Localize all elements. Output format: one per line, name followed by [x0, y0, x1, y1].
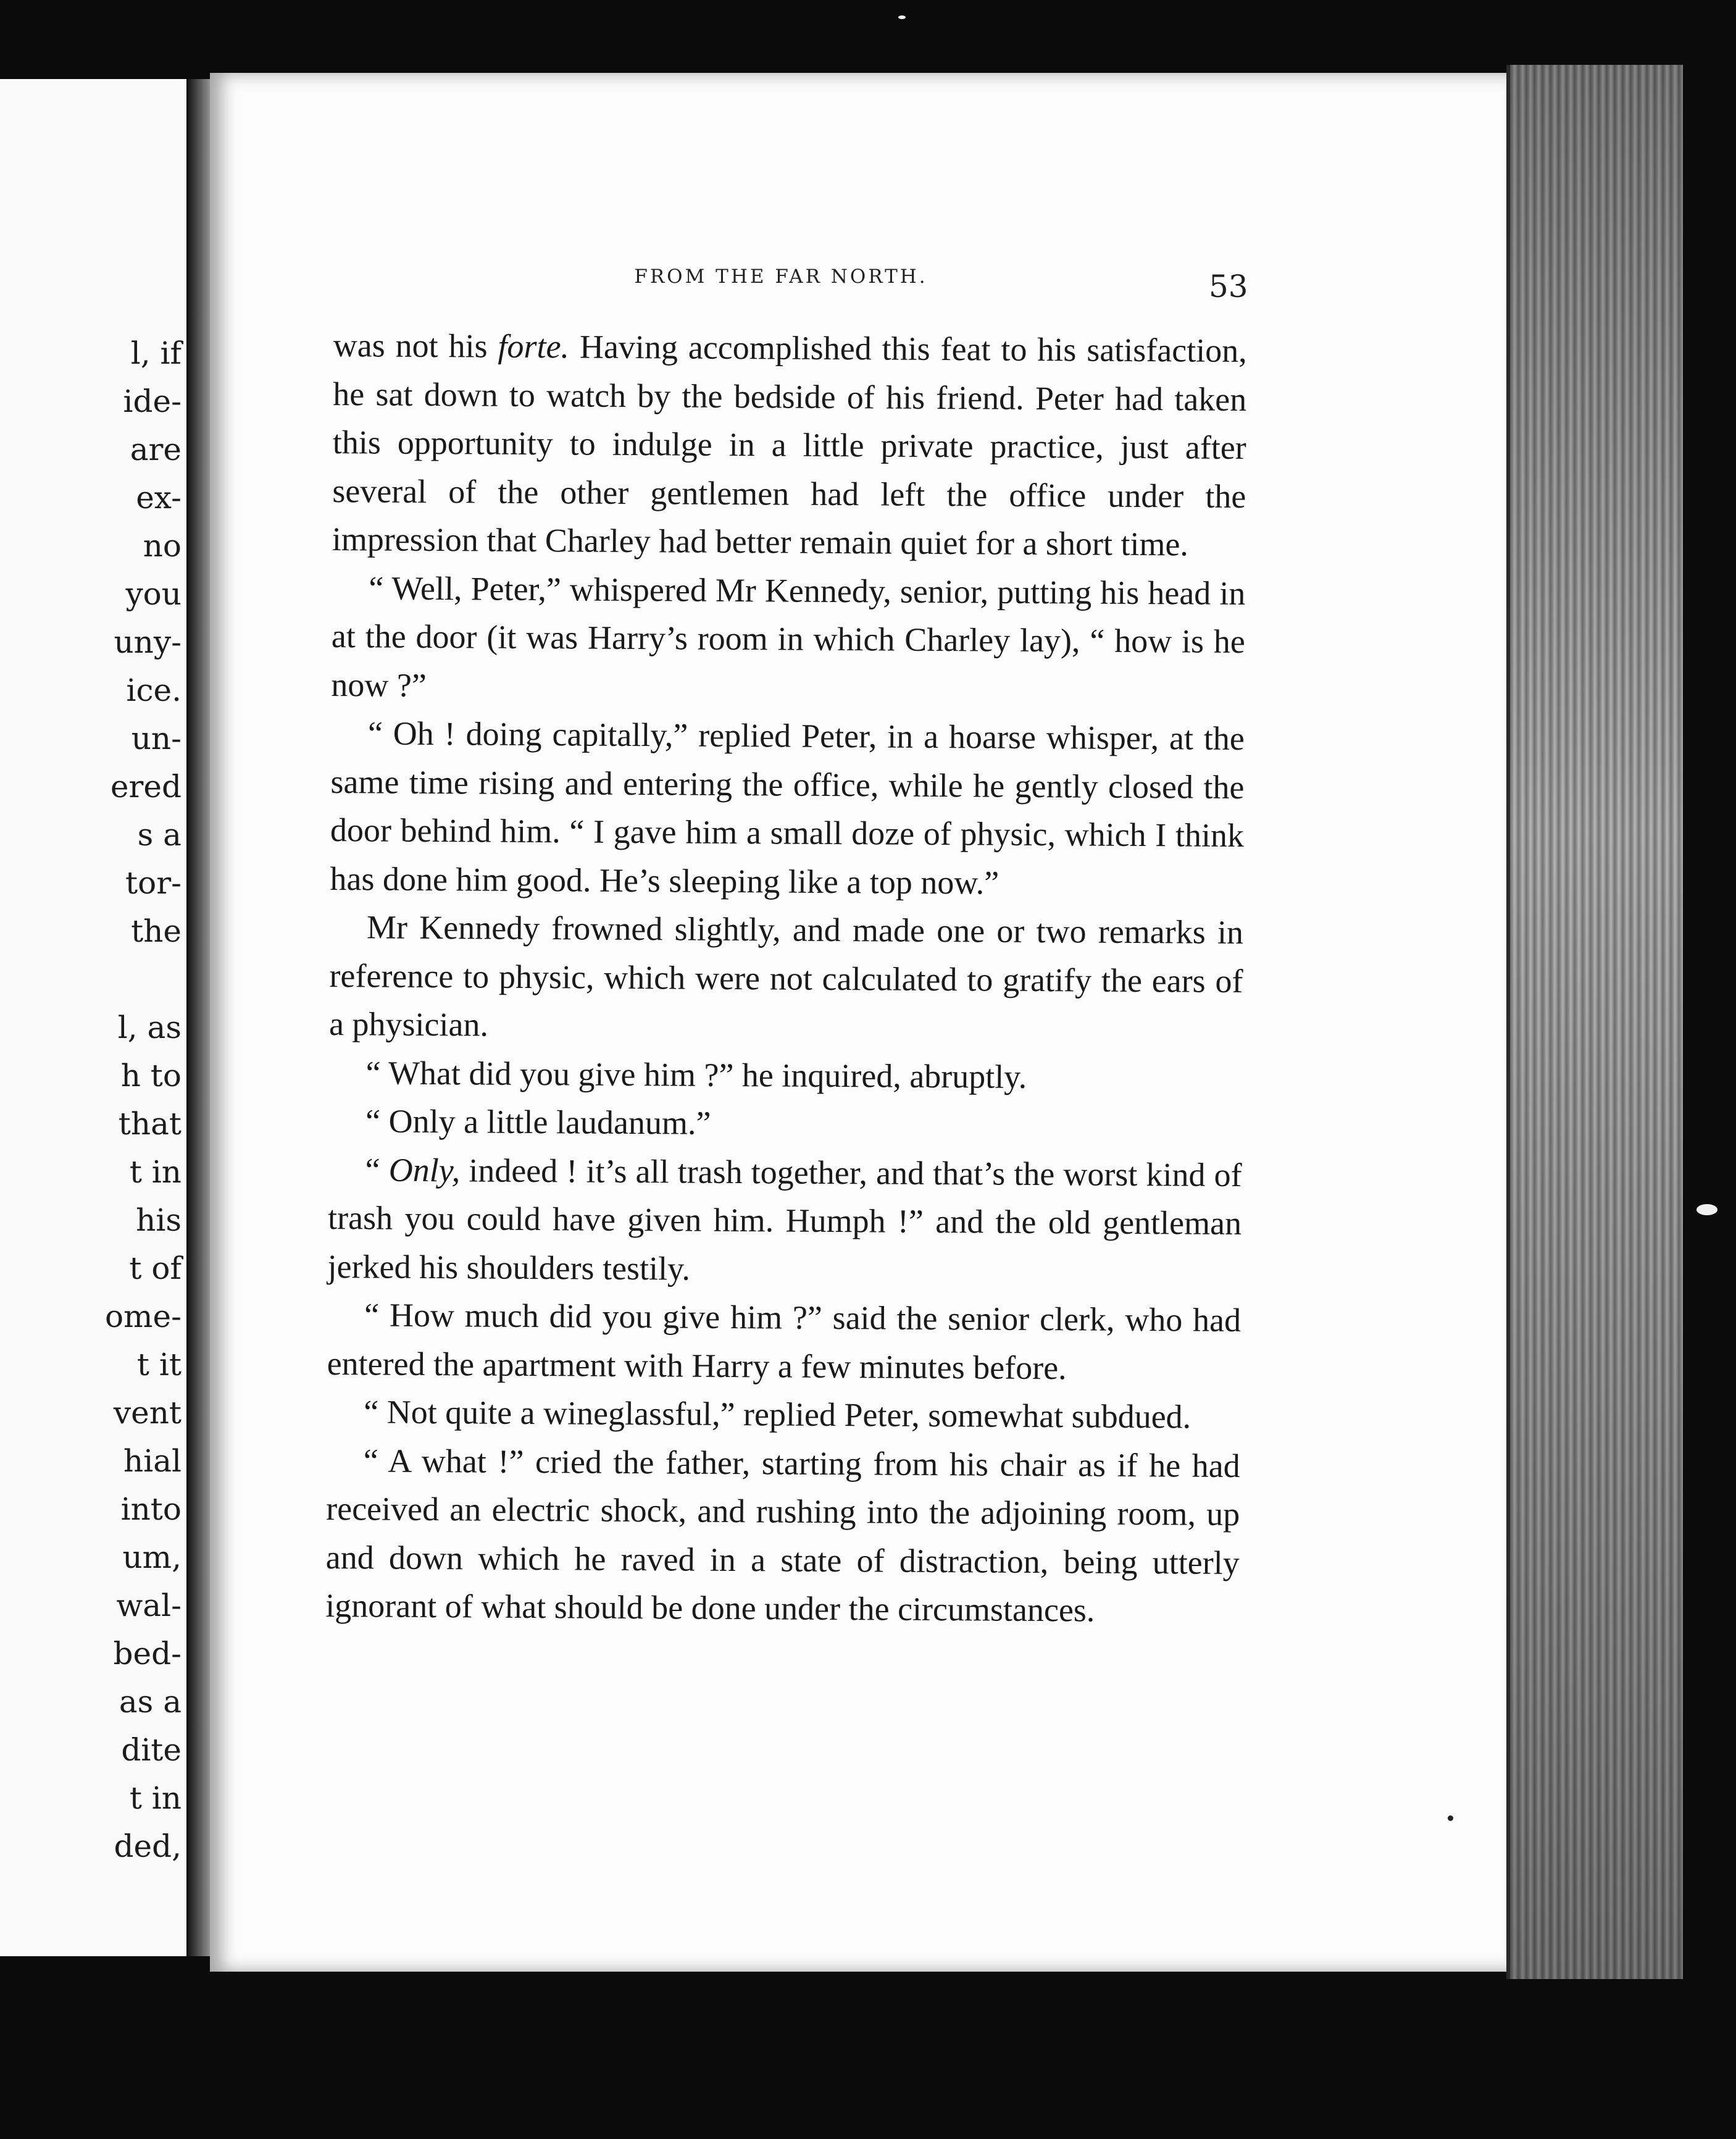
- left-page-fragment: his: [136, 1202, 182, 1238]
- left-page-fragment: vent: [113, 1395, 182, 1431]
- left-page-fragment: t in: [129, 1154, 182, 1190]
- paragraph: “ What did you give him ?” he inquired, abruptly.: [365, 1053, 1027, 1095]
- paragraph: “ A what !” cried the father, starting from his chair as if he had received an electric shock, and rushing into the adjoining room, up and down which he raved in a state of distraction, being utterly ignorant of what should be done under the circumstances.: [325, 1441, 1240, 1629]
- left-page-fragment: t it: [136, 1347, 182, 1383]
- left-page-fragment: um,: [122, 1539, 182, 1575]
- page-edges-shade: [1510, 65, 1683, 1979]
- scan-speck: [898, 15, 906, 19]
- paragraph: “ Only, indeed ! it’s all trash together, and that’s the worst kind of trash you could have given him. Humph !” and the old gentleman jerked his shoulders testily.: [327, 1150, 1242, 1287]
- body-text: [325, 321, 1247, 1636]
- left-page-fragment: hial: [123, 1443, 182, 1479]
- left-page-fragment: no: [143, 528, 182, 564]
- page-number: 53: [1209, 269, 1248, 304]
- left-page-fragment: un-: [131, 721, 182, 756]
- paragraph: Mr Kennedy frowned slightly, and made one or two remarks in reference to physic, which were not calculated to gratify the ears of a physician.: [328, 908, 1244, 1044]
- left-page-fragment: ded,: [114, 1828, 182, 1864]
- left-page-fragment: ex-: [136, 480, 182, 516]
- left-page-fragment: the: [131, 913, 182, 949]
- left-page-fragment: t of: [129, 1250, 182, 1286]
- left-page-fragment: tor-: [125, 865, 182, 901]
- left-page-fragment: t in: [129, 1780, 182, 1816]
- paragraph: “ Only a little laudanum.”: [365, 1102, 711, 1142]
- paragraph: “ Well, Peter,” whispered Mr Kennedy, senior, putting his head in at the door (it was Harry’s room in which Charley lay), “ how is he now ?”: [331, 569, 1246, 704]
- paragraph: “ Oh ! doing capitally,” replied Peter, in a hoarse whisper, at the same time rising and entering the office, while he gently closed the door behind him. “ I gave him a small doze of physic, which I think has done him good. He’s sleeping like a top now.”: [330, 714, 1245, 902]
- left-page-fragment: l, if: [130, 335, 182, 371]
- left-page-fragment: ered: [110, 769, 182, 805]
- scan-speck: [1448, 1815, 1453, 1821]
- scan-speck: [1696, 1204, 1717, 1215]
- left-page-fragment: uny-: [114, 624, 182, 660]
- left-page-fragment: l, as: [117, 1010, 182, 1045]
- left-page-fragment: s a: [137, 817, 182, 853]
- left-page-fragment: bed-: [113, 1636, 182, 1672]
- left-page-fragment: that: [118, 1106, 182, 1142]
- left-facing-page: [0, 79, 186, 1956]
- left-page-fragment: ome-: [105, 1299, 182, 1334]
- left-page-fragment: ide-: [123, 383, 182, 419]
- paragraph: “ Not quite a wineglassful,” replied Peter, somewhat subdued.: [364, 1393, 1191, 1436]
- left-page-fragment: dite: [121, 1732, 182, 1768]
- left-page-fragment: [105, 955, 182, 1003]
- paragraph: “ How much did you give him ?” said the senior clerk, who had entered the apartment with Harry a few minutes before.: [327, 1296, 1241, 1386]
- left-page-fragment: wal-: [116, 1588, 182, 1623]
- left-page-fragment: h to: [120, 1058, 182, 1094]
- left-page-fragment: are: [130, 432, 182, 467]
- paragraph: was not his forte. Having accomplished this feat to his satisfaction, he sat down to watch by the bedside of his friend. Peter had taken this opportunity to indulge in a little private practice, just after several of the other gentlemen had left the office under the impression that Charley had better remain quiet for a short time.: [332, 326, 1247, 563]
- left-page-text-fragments: [105, 329, 182, 1870]
- page-edges: [1506, 65, 1683, 1979]
- left-page-fragment: into: [120, 1491, 182, 1527]
- left-page-fragment: you: [125, 576, 182, 612]
- left-page-fragment: ice.: [126, 672, 182, 708]
- left-page-fragment: as a: [119, 1684, 182, 1720]
- running-head: FROM THE FAR NORTH.: [634, 266, 928, 288]
